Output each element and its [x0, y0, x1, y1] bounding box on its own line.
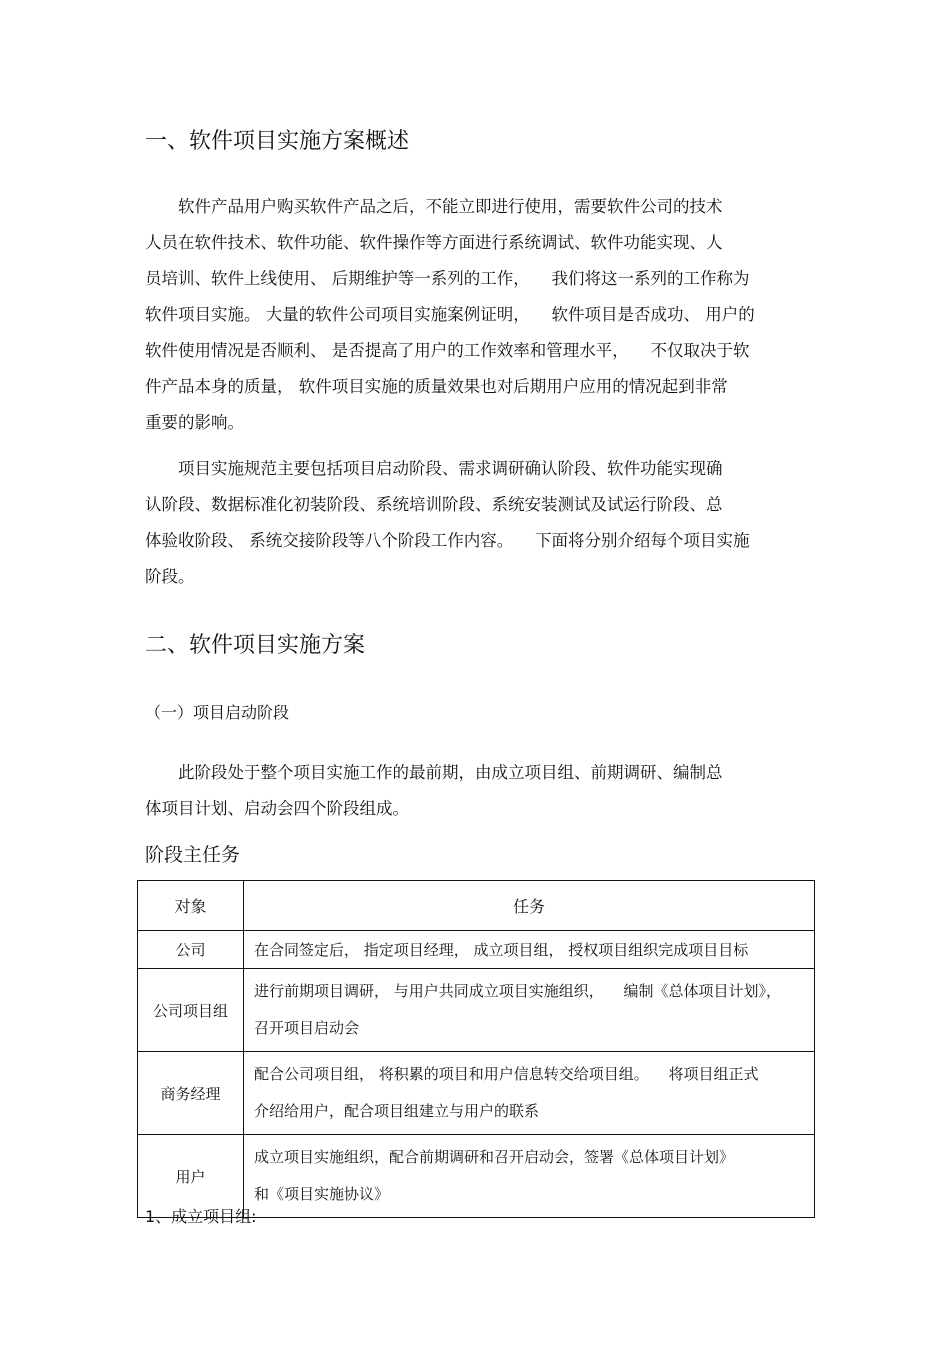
text-line: 认阶段、数据标准化初装阶段、系统培训阶段、系统安装测试及试运行阶段、总	[145, 495, 723, 514]
task-line: 介绍给用户，配合项目组建立与用户的联系	[254, 1102, 540, 1120]
list-item-heading: 1、成立项目组:	[145, 1207, 257, 1226]
task-line: 召开项目启动会	[254, 1019, 360, 1037]
text-line: 此阶段处于整个项目实施工作的最前期，由成立项目组、前期调研、编制总	[178, 763, 723, 782]
text-line: 体验收阶段、 系统交接阶段等八个阶段工作内容。 下面将分别介绍每个项目实施	[145, 531, 750, 550]
task-line: 配合公司项目组， 将积累的项目和用户信息转交给项目组。 将项目组正式	[254, 1065, 759, 1083]
column-header-task: 任务	[244, 881, 815, 931]
overview-paragraph-2	[145, 451, 805, 595]
row-object: 公司	[138, 931, 244, 969]
row-object: 用户	[138, 1135, 244, 1218]
text-line: 人员在软件技术、软件功能、软件操作等方面进行系统调试、软件功能实现、人	[145, 233, 723, 252]
text-line: 软件项目实施。 大量的软件公司项目实施案例证明， 软件项目是否成功、 用户的	[145, 305, 755, 324]
table-row	[138, 969, 815, 1052]
startup-paragraph	[145, 755, 805, 827]
text-line: 软件产品用户购买软件产品之后，不能立即进行使用，需要软件公司的技术	[178, 197, 723, 216]
row-object: 商务经理	[138, 1052, 244, 1135]
section-1-title: 一、软件项目实施方案概述	[145, 129, 410, 154]
text-line: 软件使用情况是否顺利、 是否提高了用户的工作效率和管理水平， 不仅取决于软	[145, 341, 750, 360]
row-task	[244, 931, 815, 969]
table-row	[138, 931, 815, 969]
text-line: 重要的影响。	[145, 413, 244, 432]
column-header-object: 对象	[138, 881, 244, 931]
row-task	[244, 1135, 815, 1218]
task-line: 和《项目实施协议》	[254, 1185, 390, 1203]
text-line: 员培训、软件上线使用、 后期维护等一系列的工作， 我们将这一系列的工作称为	[145, 269, 750, 288]
text-line: 项目实施规范主要包括项目启动阶段、需求调研确认阶段、软件功能实现确	[178, 459, 723, 478]
table-row	[138, 1052, 815, 1135]
task-table	[137, 880, 815, 1218]
section-2-title: 二、软件项目实施方案	[145, 633, 366, 658]
table-header-row	[138, 881, 815, 931]
subsection-title: （一）项目启动阶段	[145, 703, 290, 722]
task-line: 成立项目实施组织，配合前期调研和召开启动会，签署《总体项目计划》	[254, 1148, 735, 1166]
text-line: 阶段。	[145, 567, 195, 586]
row-task	[244, 969, 815, 1052]
overview-paragraph-1	[145, 189, 805, 441]
row-task	[244, 1052, 815, 1135]
text-line: 体项目计划、启动会四个阶段组成。	[145, 799, 409, 818]
task-line: 进行前期项目调研， 与用户共同成立项目实施组织， 编制《总体项目计划》，	[254, 982, 782, 1000]
row-object: 公司项目组	[138, 969, 244, 1052]
task-line: 在合同签定后， 指定项目经理， 成立项目组， 授权项目组织完成项目目标	[254, 940, 749, 959]
table-caption: 阶段主任务	[145, 844, 241, 866]
text-line: 件产品本身的质量， 软件项目实施的质量效果也对后期用户应用的情况起到非常	[145, 377, 728, 396]
